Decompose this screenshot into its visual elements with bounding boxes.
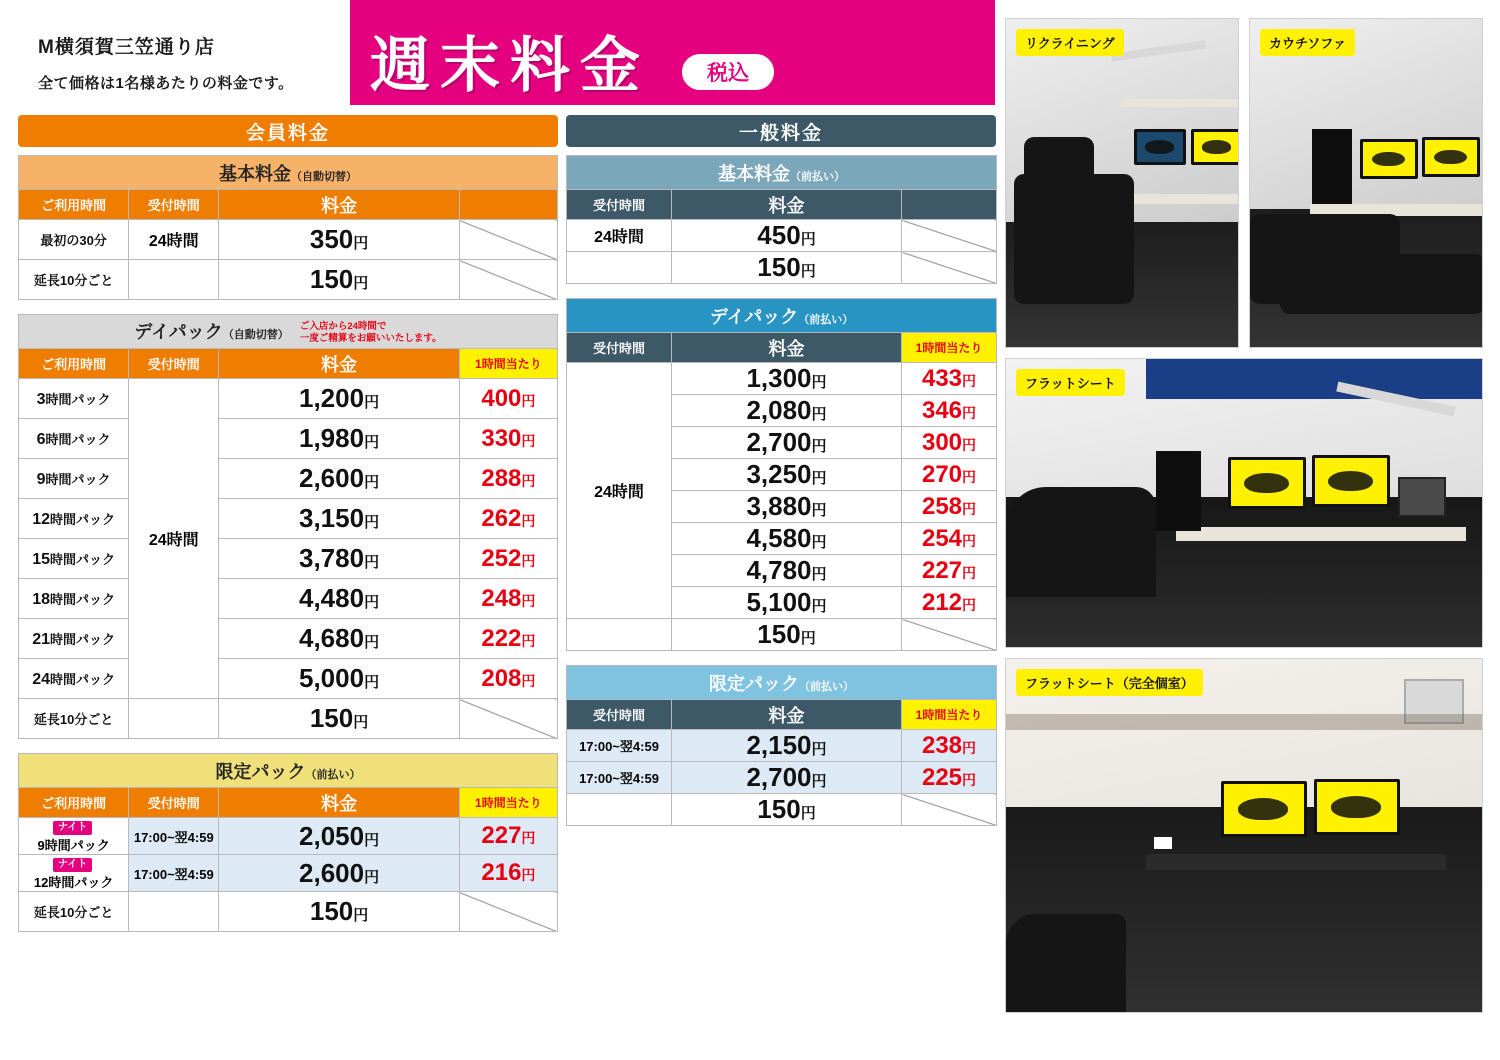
row-fee: 5,000円 [219,659,459,699]
col-header-fee: 料金 [672,700,902,730]
photo-reclining [1005,18,1239,348]
table-row [19,579,558,619]
row-per-hour: 270円 [902,459,997,491]
col-header-reception: 受付時間 [129,190,219,220]
photo-tag: フラットシート [1016,369,1125,396]
general-limited-table [566,665,997,826]
table-row [567,794,997,826]
row-fee: 1,980円 [219,419,459,459]
row-label: 延長10分ごと [19,260,129,300]
row-per-hour: 248円 [459,579,557,619]
row-fee: 150円 [672,252,902,284]
row-reception: 24時間 [129,379,219,699]
row-per-hour: 400円 [459,379,557,419]
col-header-fee: 料金 [219,190,459,220]
row-blank [459,260,557,300]
row-per-hour: 262円 [459,499,557,539]
col-header-per-hour: 1時間当たり [459,349,557,379]
room-illustration [1006,659,1482,1012]
row-blank [459,699,557,739]
member-column-title: 会員料金 [18,115,558,147]
row-fee: 3,150円 [219,499,459,539]
price-note: 全て価格は1名様あたりの料金です。 [38,75,294,92]
spacer [566,284,996,298]
row-label: 延長10分ごと [19,892,129,932]
header-banner [0,0,995,105]
table-row [19,539,558,579]
row-fee: 150円 [219,260,459,300]
row-reception: 24時間 [129,220,219,260]
row-fee: 4,780円 [672,555,902,587]
page-title: 週末料金 [370,32,650,99]
col-header-reception: 受付時間 [129,788,219,818]
col-header-fee: 料金 [672,190,902,220]
row-per-hour: 330円 [459,419,557,459]
row-fee: 1,300円 [672,363,902,395]
table-row [567,363,997,395]
row-reception: 17:00~翌4:59 [129,855,219,892]
table-row [567,252,997,284]
row-fee: 2,080円 [672,395,902,427]
col-header-reception: 受付時間 [567,190,672,220]
member-daypack-table [18,314,558,739]
general-daypack-title: デイパック（前払い） [567,299,997,333]
member-price-column [18,115,558,932]
row-fee: 350円 [219,220,459,260]
row-per-hour: 288円 [459,459,557,499]
row-blank [902,619,997,651]
row-fee: 4,580円 [672,523,902,555]
tax-included-badge: 税込 [680,52,776,92]
col-header-reception: 受付時間 [567,700,672,730]
row-reception: 17:00~翌4:59 [567,762,672,794]
table-row [19,818,558,855]
spacer [566,651,996,665]
row-fee: 2,600円 [219,855,459,892]
table-row [567,762,997,794]
photo-row-top [1005,18,1483,348]
row-fee: 2,600円 [219,459,459,499]
row-label: 24時間パック [19,659,129,699]
row-label: 15時間パック [19,539,129,579]
row-fee: 2,150円 [672,730,902,762]
general-column-title: 一般料金 [566,115,996,147]
row-per-hour: 258円 [902,491,997,523]
col-header-per-hour: 1時間当たり [459,788,557,818]
row-label: 6時間パック [19,419,129,459]
col-header-use-time: ご利用時間 [19,788,129,818]
row-label: 延長10分ごと [19,699,129,739]
table-row [19,260,558,300]
row-reception: 17:00~翌4:59 [567,730,672,762]
col-header-fee: 料金 [219,349,459,379]
photo-tag: フラットシート（完全個室） [1016,669,1203,696]
room-illustration [1006,19,1238,347]
general-price-column [566,115,996,826]
row-fee: 4,480円 [219,579,459,619]
photo-flat-seat [1005,358,1483,648]
col-header-empty [459,190,557,220]
general-limited-title: 限定パック（前払い） [567,666,997,700]
col-header-per-hour: 1時間当たり [902,333,997,363]
row-per-hour: 252円 [459,539,557,579]
row-blank [902,252,997,284]
row-blank [459,892,557,932]
table-row [567,220,997,252]
row-reception [129,892,219,932]
store-name: M横須賀三笠通り店 [38,37,215,58]
col-header-per-hour: 1時間当たり [902,700,997,730]
table-row [19,699,558,739]
row-reception: 17:00~翌4:59 [129,818,219,855]
table-row [19,459,558,499]
col-header-empty [902,190,997,220]
row-fee: 2,700円 [672,427,902,459]
room-illustration [1006,359,1482,647]
row-reception [567,794,672,826]
row-per-hour: 238円 [902,730,997,762]
daypack-note: ご入店から24時間で 一度ご精算をお願いいたします。 [299,321,442,345]
table-row [19,659,558,699]
general-daypack-table [566,298,997,651]
row-reception [129,260,219,300]
row-fee: 450円 [672,220,902,252]
row-reception: 24時間 [567,220,672,252]
table-row [19,855,558,892]
table-row [19,499,558,539]
photo-tag: リクライニング [1016,29,1124,56]
row-reception: 24時間 [567,363,672,619]
row-fee: 150円 [672,619,902,651]
night-tag: ナイト [53,821,92,835]
row-label: 3時間パック [19,379,129,419]
row-fee: 2,050円 [219,818,459,855]
row-label: 最初の30分 [19,220,129,260]
row-blank [459,220,557,260]
row-per-hour: 300円 [902,427,997,459]
member-daypack-title: デイパック（自動切替） ご入店から24時間で 一度ご精算をお願いいたします。 [19,315,558,349]
row-fee: 1,200円 [219,379,459,419]
row-label: 9時間パック [19,459,129,499]
spacer [18,739,558,753]
table-row [567,619,997,651]
row-blank [902,220,997,252]
general-basic-table [566,155,997,284]
row-label: 12時間パック [19,499,129,539]
row-label: ナイト 12時間パック [19,855,129,892]
row-per-hour: 254円 [902,523,997,555]
table-row [19,220,558,260]
col-header-reception: 受付時間 [567,333,672,363]
row-reception [129,699,219,739]
member-basic-title: 基本料金（自動切替） [19,156,558,190]
table-row [19,892,558,932]
photo-gallery [1005,18,1483,1013]
row-fee: 4,680円 [219,619,459,659]
general-basic-title: 基本料金（前払い） [567,156,997,190]
member-limited-title: 限定パック（前払い） [19,754,558,788]
row-fee: 150円 [219,699,459,739]
row-per-hour: 216円 [459,855,557,892]
member-limited-table [18,753,558,932]
night-tag: ナイト [53,858,92,872]
spacer [18,300,558,314]
row-reception [567,252,672,284]
row-per-hour: 433円 [902,363,997,395]
photo-flat-seat-private [1005,658,1483,1013]
table-row [19,619,558,659]
table-row [19,379,558,419]
row-fee: 5,100円 [672,587,902,619]
col-header-fee: 料金 [672,333,902,363]
row-per-hour: 225円 [902,762,997,794]
table-row [19,419,558,459]
row-fee: 3,250円 [672,459,902,491]
row-fee: 150円 [219,892,459,932]
col-header-fee: 料金 [219,788,459,818]
photo-couch-sofa [1249,18,1483,348]
table-row [567,730,997,762]
row-blank [902,794,997,826]
room-illustration [1250,19,1482,347]
row-fee: 3,880円 [672,491,902,523]
row-per-hour: 208円 [459,659,557,699]
row-label: 18時間パック [19,579,129,619]
row-fee: 3,780円 [219,539,459,579]
row-label: ナイト 9時間パック [19,818,129,855]
col-header-reception: 受付時間 [129,349,219,379]
row-label: 21時間パック [19,619,129,659]
photo-tag: カウチソファ [1260,29,1355,56]
row-per-hour: 222円 [459,619,557,659]
row-per-hour: 346円 [902,395,997,427]
row-per-hour: 227円 [459,818,557,855]
row-reception [567,619,672,651]
row-per-hour: 227円 [902,555,997,587]
col-header-use-time: ご利用時間 [19,349,129,379]
col-header-use-time: ご利用時間 [19,190,129,220]
row-fee: 2,700円 [672,762,902,794]
member-basic-table [18,155,558,300]
row-fee: 150円 [672,794,902,826]
row-per-hour: 212円 [902,587,997,619]
